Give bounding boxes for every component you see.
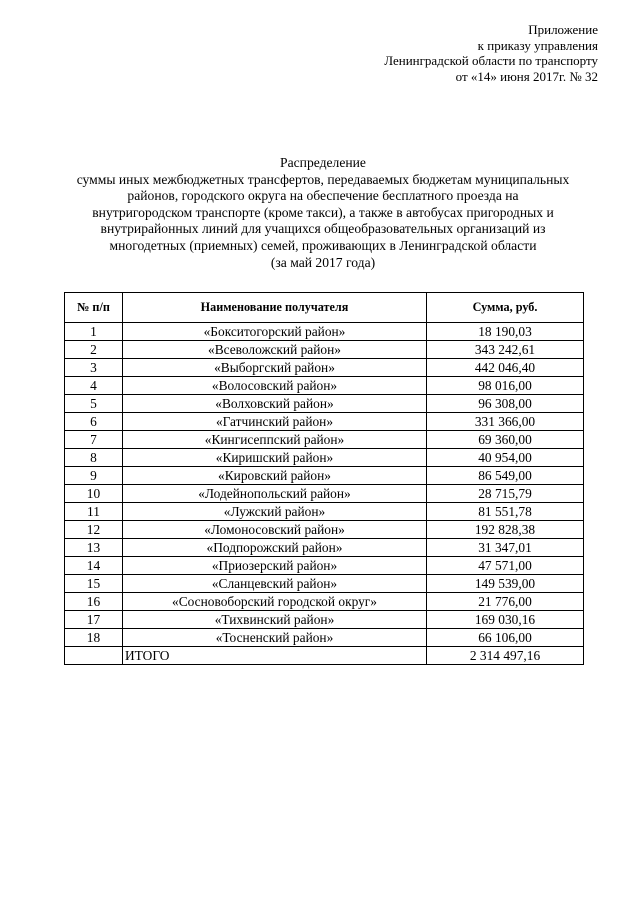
row-number: 13	[65, 539, 123, 557]
table-row	[65, 359, 584, 377]
table-row	[65, 539, 584, 557]
title-line: многодетных (приемных) семей, проживающих в Ленинградской области	[109, 237, 537, 253]
recipient-name: «Кировский район»	[123, 467, 427, 485]
title-line: суммы иных межбюджетных трансфертов, передаваемых бюджетам муниципальных	[76, 171, 570, 187]
recipient-name: «Киришский район»	[123, 449, 427, 467]
recipient-name: «Всеволожский район»	[123, 341, 427, 359]
row-number: 1	[65, 323, 123, 341]
recipient-name: «Волховский район»	[123, 395, 427, 413]
row-number: 16	[65, 593, 123, 611]
title-line: внутрирайонных линий для учащихся общеобразовательных организаций из	[100, 221, 546, 237]
row-number: 9	[65, 467, 123, 485]
recipient-name: «Тихвинский район»	[123, 611, 427, 629]
distribution-table	[64, 292, 584, 665]
appendix-header	[268, 22, 598, 84]
recipient-name: «Гатчинский район»	[123, 413, 427, 431]
row-number: 3	[65, 359, 123, 377]
amount: 18 190,03	[427, 323, 584, 341]
table-row	[65, 611, 584, 629]
row-number: 14	[65, 557, 123, 575]
title-line: районов, городского округа на обеспечение бесплатного проезда на	[127, 188, 519, 204]
recipient-name: «Лужский район»	[123, 503, 427, 521]
total-amount: 2 314 497,16	[427, 647, 584, 665]
table-row	[65, 629, 584, 647]
column-header-number: № п/п	[65, 293, 123, 323]
table-row	[65, 485, 584, 503]
amount: 21 776,00	[427, 593, 584, 611]
recipient-name: «Выборгский район»	[123, 359, 427, 377]
row-number: 7	[65, 431, 123, 449]
row-number: 6	[65, 413, 123, 431]
row-number: 15	[65, 575, 123, 593]
title-line: внутригородском транспорте (кроме такси), а также в автобусах пригородных и	[92, 204, 554, 220]
recipient-name: «Сланцевский район»	[123, 575, 427, 593]
row-number: 18	[65, 629, 123, 647]
amount: 331 366,00	[427, 413, 584, 431]
table-row	[65, 431, 584, 449]
row-number: 17	[65, 611, 123, 629]
amount: 66 106,00	[427, 629, 584, 647]
table-row	[65, 575, 584, 593]
total-label: ИТОГО	[123, 647, 427, 665]
appendix-line: к приказу управления	[477, 37, 598, 53]
row-number: 5	[65, 395, 123, 413]
table-row	[65, 449, 584, 467]
table-header-row	[65, 293, 584, 323]
amount: 169 030,16	[427, 611, 584, 629]
table-row	[65, 467, 584, 485]
recipient-name: «Сосновоборский городской округ»	[123, 593, 427, 611]
recipient-name: «Волосовский район»	[123, 377, 427, 395]
amount: 28 715,79	[427, 485, 584, 503]
amount: 343 242,61	[427, 341, 584, 359]
row-number: 10	[65, 485, 123, 503]
table-row	[65, 341, 584, 359]
amount: 442 046,40	[427, 359, 584, 377]
appendix-line: Ленинградской области по транспорту	[384, 53, 598, 68]
recipient-name: «Подпорожский район»	[123, 539, 427, 557]
total-row	[65, 647, 584, 665]
recipient-name: «Приозерский район»	[123, 557, 427, 575]
table-row	[65, 503, 584, 521]
amount: 86 549,00	[427, 467, 584, 485]
amount: 98 016,00	[427, 377, 584, 395]
recipient-name: «Тосненский район»	[123, 629, 427, 647]
table-row	[65, 413, 584, 431]
amount: 192 828,38	[427, 521, 584, 539]
amount: 40 954,00	[427, 449, 584, 467]
row-number: 12	[65, 521, 123, 539]
table-row	[65, 521, 584, 539]
amount: 31 347,01	[427, 539, 584, 557]
amount: 96 308,00	[427, 395, 584, 413]
amount: 69 360,00	[427, 431, 584, 449]
title-heading: Распределение	[280, 155, 366, 170]
row-number: 2	[65, 341, 123, 359]
row-number: 11	[65, 503, 123, 521]
table-row	[65, 395, 584, 413]
appendix-line: от «14» июня 2017г. № 32	[455, 68, 598, 84]
title-period: (за май 2017 года)	[270, 254, 376, 270]
recipient-name: «Ломоносовский район»	[123, 521, 427, 539]
amount: 47 571,00	[427, 557, 584, 575]
table-row	[65, 323, 584, 341]
appendix-line: Приложение	[528, 22, 598, 37]
table-row	[65, 557, 584, 575]
recipient-name: «Кингисеппский район»	[123, 431, 427, 449]
amount: 149 539,00	[427, 575, 584, 593]
document-title	[40, 155, 606, 271]
table-row	[65, 593, 584, 611]
column-header-amount: Сумма, руб.	[427, 293, 584, 323]
column-header-recipient: Наименование получателя	[123, 293, 427, 323]
row-number: 4	[65, 377, 123, 395]
row-number: 8	[65, 449, 123, 467]
table-row	[65, 377, 584, 395]
total-empty-cell	[65, 647, 123, 665]
recipient-name: «Бокситогорский район»	[123, 323, 427, 341]
recipient-name: «Лодейнопольский район»	[123, 485, 427, 503]
amount: 81 551,78	[427, 503, 584, 521]
